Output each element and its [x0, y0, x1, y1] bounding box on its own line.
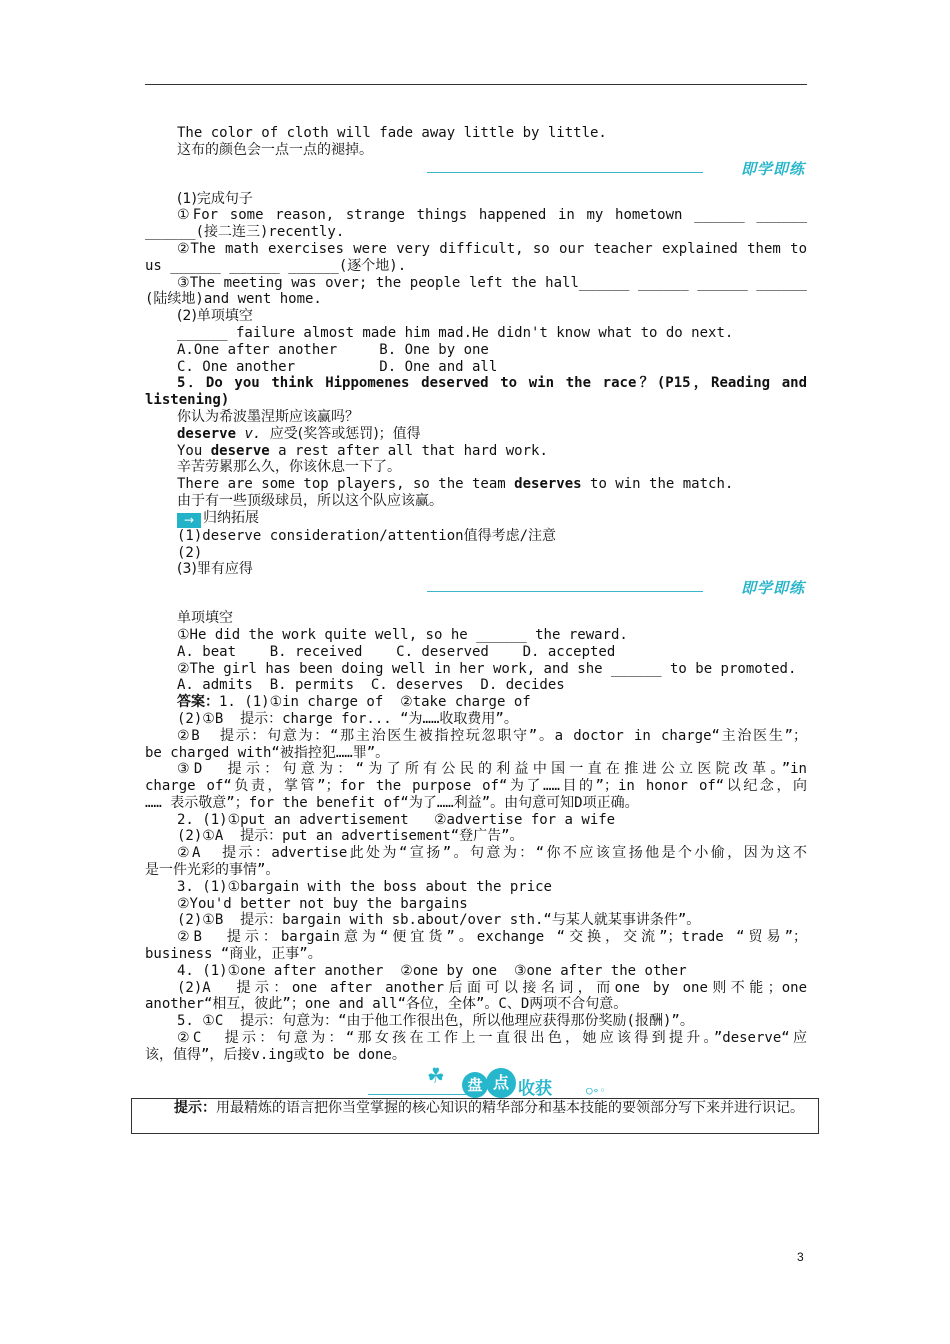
section-title: (1)完成句子 — [177, 190, 253, 207]
expand-item: (3)罪有应得 — [177, 561, 253, 578]
def-cn: 应受(奖答或惩罚)；值得 — [269, 425, 421, 442]
answer-line: (2)①B 提示：charge for... “为……收取费用”。 — [177, 710, 518, 727]
question: ②The girl has been doing well in her work, and she ______ to be promoted. — [177, 660, 797, 677]
header-rule — [145, 84, 807, 85]
summary-text — [138, 1100, 812, 1117]
expand-item: (2) — [177, 544, 203, 561]
banner-line — [427, 172, 703, 173]
arrow-icon: → — [177, 513, 201, 528]
example-translation: 由于有一些顶级球员，所以这个队应该赢。 — [177, 492, 443, 509]
def-pos: v. — [244, 425, 262, 442]
answer-line: ②C 提示：句意为：“那女孩在工作上一直很出色，她应该得到提升。”deserve“应 — [177, 1030, 807, 1047]
question: ②The math exercises were very difficult, so our teacher explained them to — [177, 240, 807, 257]
question: ______ failure almost made him mad.He didn't know what to do next. — [177, 324, 734, 341]
def-word: deserve — [177, 425, 237, 442]
text: a rest after all that hard work. — [269, 442, 548, 459]
page-number: 3 — [797, 1250, 804, 1264]
point-title-cont: listening) — [145, 392, 230, 409]
expand-item: (1)deserve consideration/attention值得考虑/注意 — [177, 527, 557, 544]
answers-label: 答案： — [177, 694, 219, 711]
options: C. One another D. One and all — [177, 358, 498, 375]
answer-line: (2)A 提示：one after another后面可以接名词，而one by one则不能；one — [177, 979, 807, 996]
answer-line: 5. ①C 提示：句意为：“由于他工作很出色，所以他理应获得那份奖励(报酬)”。 — [177, 1013, 694, 1030]
banner-char: 点 — [486, 1068, 516, 1098]
section-title: (2)单项填空 — [177, 308, 253, 325]
expand-heading — [145, 510, 807, 528]
question-cont: us ______ ______ ______(逐个地). — [145, 257, 407, 274]
summary-content: 用最精炼的语言把你当堂掌握的核心知识的精华部分和基本技能的要领部分写下来并进行识记。 — [216, 1100, 804, 1116]
answer-text: 1. (1)①in charge of ②take charge of — [219, 694, 531, 711]
answer-line: be charged with“被指控犯……罪”。 — [145, 744, 390, 761]
keyword: deserve — [210, 442, 270, 459]
summary-banner — [360, 1060, 620, 1100]
banner-line — [427, 591, 703, 592]
point-title-cn: 你认为希波墨涅斯应该赢吗？ — [177, 408, 359, 425]
question: ①He did the work quite well, so he ______ the reward. — [177, 626, 628, 643]
answer-line: (2)①B 提示：bargain with sb.about/over sth.“与某人就某事讲条件”。 — [177, 912, 701, 929]
question-cont: (陆续地)and went home. — [145, 291, 322, 308]
answer-line: ②B 提示：句意为：“那主治医生被指控玩忽职守”。a doctor in charge“主治医生”； — [177, 727, 807, 744]
banner-text: 收获 — [518, 1079, 552, 1099]
example-sentence — [145, 443, 807, 460]
answer-line: ②A 提示：advertise此处为“宣扬”。句意为：“你不应该宣扬他是个小偷，因为这不 — [177, 845, 807, 862]
answer-line: 该，值得”，后接v.ing或to be done。 — [145, 1046, 406, 1063]
answer-line: …… 表示敬意”；for the benefit of“为了……利益”。由句意可知D项正确。 — [145, 794, 639, 811]
options: A. beat B. received C. deserved D. accepted — [177, 643, 616, 660]
answer-line: 3. (1)①bargain with the boss about the price — [177, 878, 552, 895]
document-body — [145, 125, 807, 1064]
text: to win the match. — [581, 476, 734, 493]
banner-title: 即学即练 — [740, 159, 805, 178]
options: A. admits B. permits C. deserves D. decides — [177, 677, 565, 694]
practice-banner — [145, 580, 807, 602]
practice-banner — [145, 161, 807, 183]
bubbles-icon: ○∘◦ — [586, 1084, 606, 1097]
text: You — [177, 442, 211, 459]
example-translation: 辛苦劳累那么久，你该休息一下了。 — [177, 459, 401, 476]
answer-line: 2. (1)①put an advertisement ②advertise for a wife — [177, 811, 616, 828]
text: There are some top players, so the team — [177, 476, 515, 493]
definition — [145, 426, 807, 443]
answer-line: ②B 提示：bargain意为“便宜货”。exchange “交换，交流”；trade “贸易”； — [177, 929, 807, 946]
example-sentence — [145, 476, 807, 493]
keyword: deserves — [514, 476, 582, 493]
banner-char: 盘 — [462, 1072, 488, 1098]
summary-box — [131, 1098, 819, 1134]
expand-title: 归纳拓展 — [203, 509, 259, 526]
answer-line: ③D 提示：句意为：“为了所有公民的利益中国一直在推进公立医院改革。”in — [177, 761, 807, 778]
answer-line: (2)①A 提示：put an advertisement“登广告”。 — [177, 828, 524, 845]
question-cont: ______(接二连三)recently. — [145, 224, 345, 241]
answer-line: business “商业，正事”。 — [145, 946, 322, 963]
answer-line: ②You'd better not buy the bargains — [177, 895, 468, 912]
question: ①For some reason, strange things happened in my hometown ______ ______ — [177, 207, 807, 224]
banner-line — [368, 1094, 478, 1095]
summary-label: 提示： — [174, 1100, 216, 1116]
options: A.One after another B. One by one — [177, 341, 489, 358]
answer-line: 是一件光彩的事情”。 — [145, 862, 280, 879]
example-cn: 这布的颜色会一点一点的褪掉。 — [177, 141, 373, 158]
answer-line: another“相互，彼此”；one and all“各位，全体”。C、D两项不合句意。 — [145, 996, 628, 1013]
palm-tree-icon: ☘ — [428, 1060, 444, 1090]
example-en: The color of cloth will fade away little by little. — [177, 125, 607, 141]
banner-title: 即学即练 — [740, 579, 805, 598]
answer-line — [145, 694, 807, 711]
answer-line: 4. (1)①one after another ②one by one ③one after the other — [177, 962, 687, 979]
point-title: 5．Do you think Hippomenes deserved to win the race？(P15，Reading and — [177, 375, 807, 392]
question: ③The meeting was over; the people left the hall______ ______ ______ ______ — [177, 274, 807, 291]
section-title: 单项填空 — [177, 610, 233, 627]
answer-line: charge of“负责，掌管”；for the purpose of“为了……目的”；in honor of“以纪念，向 — [145, 778, 807, 795]
